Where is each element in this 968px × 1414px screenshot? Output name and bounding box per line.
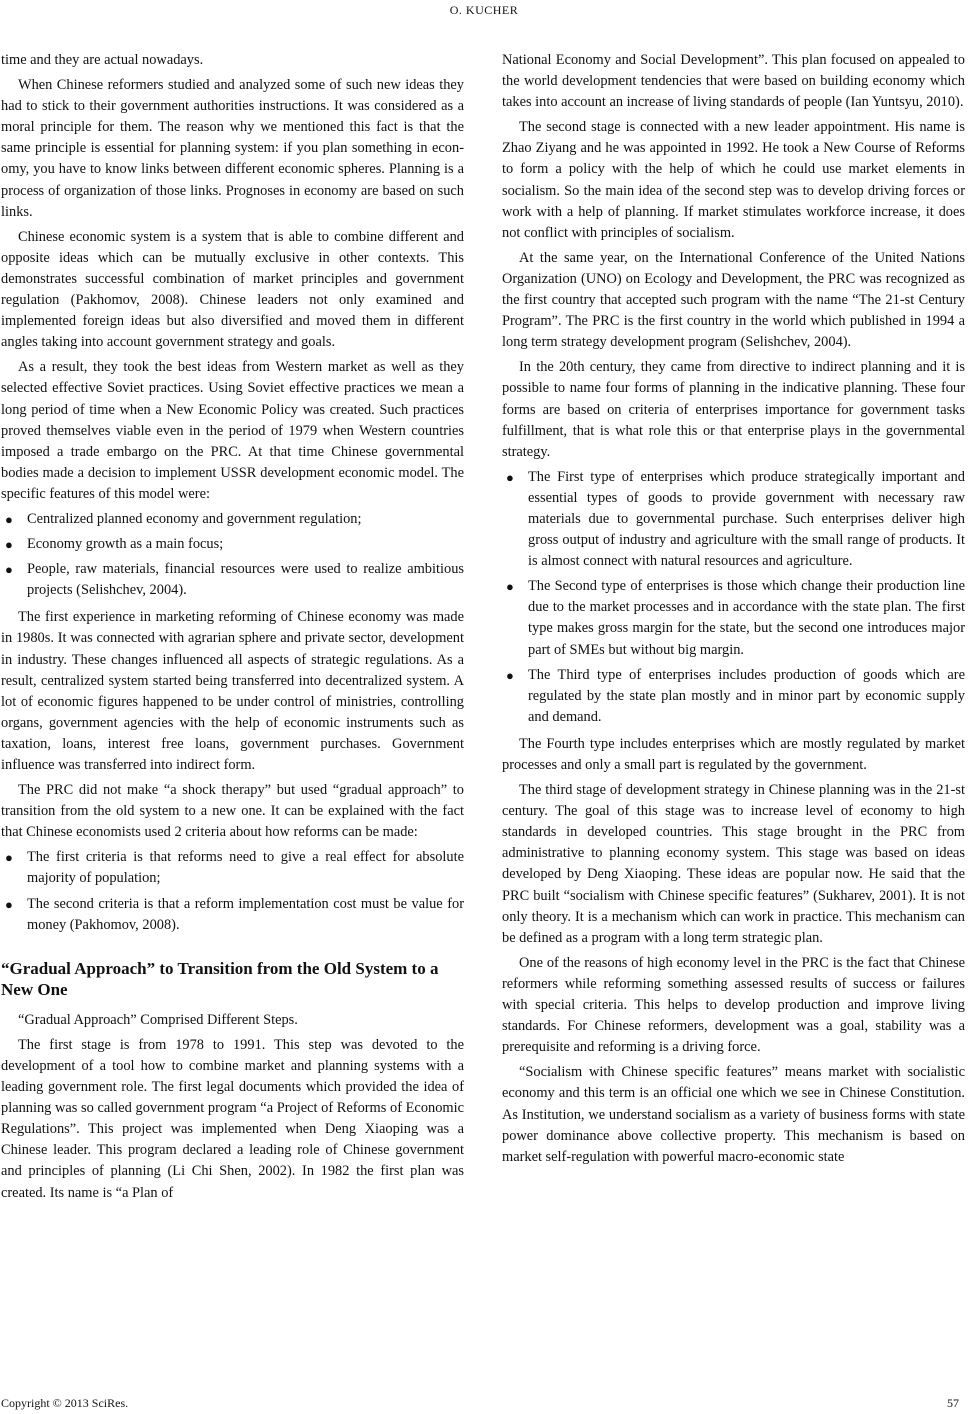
list-item-text: Economy growth as a main focus;: [27, 536, 224, 553]
bullet-list: [502, 467, 965, 728]
bullet-icon: ●: [5, 562, 13, 578]
list-item: [1, 534, 464, 555]
paragraph: The second stage is connected with a new leader appointment. His name is Zhao Ziyang and he was appointed in 1992. He took a New Course of Reforms to form a policy with the help of which he could use market elements in socialism. So the main idea of the second step was to develop driving forces or work with a help of planning. If market stimulates workforce increase, it does not conflict with principles of socialism.: [502, 119, 965, 241]
bullet-icon: ●: [506, 579, 514, 595]
bullet-icon: ●: [5, 896, 13, 912]
paragraph: “Gradual Approach” Comprised Different Steps.: [18, 1011, 298, 1028]
paragraph: The PRC did not make “a shock therapy” but used “gradual approach” to transition from the old system to a new one. It can be explained with the fact that Chinese economists used 2 criteria about how reforms can be made:: [1, 782, 464, 841]
bullet-list: [1, 509, 464, 601]
bullet-list: [1, 847, 464, 935]
list-item-text: The second criteria is that a reform implementation cost must be value for money (Pakhomov, 2008).: [27, 895, 464, 933]
list-item-text: The Second type of enterprises is those which change their production line due to the market processes and in accordance with the state plan. The first type makes gross margin for the state, but the second one introduces major part of SMEs but without big margin.: [528, 578, 965, 658]
paragraph: time and they are actual nowadays.: [1, 52, 204, 68]
list-item: [1, 847, 464, 889]
paragraph: National Economy and Social Development”. This plan focused on appealed to the world development tendencies that were based on building economy which takes into account an increase of living standards of people (Ian Yuntsyu, 2010).: [502, 52, 965, 111]
list-item: [1, 559, 464, 601]
list-item-text: People, raw materials, financial resources were used to realize ambitious projects (Selishchev, 2004).: [27, 561, 464, 599]
paragraph: The Fourth type includes enterprises which are mostly regulated by market processes and only a small part is regulated by the government.: [502, 735, 965, 773]
copyright-notice: Copyright © 2013 SciRes.: [1, 1396, 129, 1410]
left-column: [1, 50, 464, 1208]
paragraph: One of the reasons of high economy level in the PRC is the fact that Chinese reformers while reforming something assessed results of success or failures with special criteria. This helps to develop production and improve living standards. For Chinese reformers, development was a goal, stability was a prerequisite and reforming is a driving force.: [502, 954, 965, 1056]
paragraph: In the 20th century, they came from directive to indirect planning and it is possible to name four forms of planning in the indicative planning. These four forms are based on criteria of enterprises importance for government tasks fulfillment, that is what role this or that enterprise plays in the governmental strategy.: [502, 359, 965, 460]
bullet-icon: ●: [5, 850, 13, 866]
paragraph: “Socialism with Chinese specific features” means market with socialistic economy and this term is an official one which we see in Chinese Constitution. As Institution, we understand socialism as a variety of business forms with state power dominance above collective property. This mechanism is based on market self-regulation with powerful macro-economic state: [502, 1064, 965, 1165]
bullet-icon: ●: [5, 511, 13, 527]
list-item-text: The First type of enterprises which produce strategically important and essential types of goods to provide government with necessary raw materials due to governmental purchase. Such enterprises deliver high gross output of industry and agriculture with the small range of products. It is almost connect with natural resources and agriculture.: [528, 468, 965, 570]
paragraph: When Chinese reformers studied and analyzed some of such new ideas they had to stick to their government authorities instructions. It was considered as a moral principle for them. The reason why we mentioned this fact is that the same principle is essential for planning system: if you plan something in economy, you have to know links between different economic spheres. Planning is a process of organization of those links. Prognoses in economy are based on such links.: [1, 77, 464, 220]
paragraph: Chinese economic system is a system that is able to combine different and opposite ideas which can be mutually exclusive in other contexts. This demonstrates successful combination of market principles and government regulation (Pakhomov, 2008). Chinese leaders not only examined and implemented foreign ideas but also diversified and moved them in different angles taking into account government strategy and goals.: [1, 228, 464, 351]
paragraph: The first stage is from 1978 to 1991. This step was devoted to the development of a tool how to combine market and planning systems with a leading government role. The first legal documents which provided the idea of planning was so called government program “a Project of Reforms of Economic Regulations”. This project was implemented when Deng Xiaoping was a Chinese leader. This program declared a leading role of Chinese government and principles of planning (Li Chi Shen, 2002). In 1982 the first plan was created. Its name is “a Plan of: [1, 1036, 464, 1201]
paragraph: The first experience in marketing reforming of Chinese economy was made in 1980s. It was connected with agrarian sphere and private sector, development in industry. These changes influenced all aspects of strategic regulations. As a result, centralized system started being transferred into decentralized system. A lot of economic figures happened to be under control of ministries, controlling organs, government agencies with the help of economic instruments such as taxation, loans, interest free loans, government purchases. Government influence was transferred into indirect form.: [1, 609, 464, 773]
page-number: 57: [947, 1396, 959, 1410]
running-head: O. KUCHER: [449, 3, 519, 17]
list-item-text: The first criteria is that reforms need to give a real effect for absolute majority of population;: [27, 849, 464, 887]
bullet-icon: ●: [5, 537, 13, 553]
list-item: [1, 509, 464, 530]
list-item: [502, 576, 965, 660]
list-item-text: The Third type of enterprises includes production of goods which are regulated by the state plan mostly and in minor part by economic supply and demand.: [528, 666, 965, 725]
paragraph: As a result, they took the best ideas from Western market as well as they selected effective Soviet practices. Using Soviet effective practices we mean a long period of time when a New Economic Policy was created. Such practices proved themselves viable even in the period of 1979 when Western countries imposed a trade embargo on the PRC. At that time Chinese governmental bodies made a decision to implement USSR development economic model. The specific features of this model were:: [1, 359, 464, 502]
paragraph: The third stage of development strategy in Chinese planning was in the 21-st century. The goal of this stage was to increase level of economy to high standards in developed countries. This stage brought in the PRC from administrative to planning economy system. This stage was based on ideas developed by Deng Xiaoping. These ideas are popular now. He said that the PRC built “socialism with Chinese specific features” (Sukharev, 2001). It is not only theory. It is a mechanism which can work in practice. This mechanism can be defined as a program with a long term strategic plan.: [502, 782, 965, 946]
list-item: [502, 467, 965, 572]
bullet-icon: ●: [506, 667, 514, 683]
section-heading: “Gradual Approach” to Transition from the Old System to a New One: [1, 958, 439, 999]
list-item: [502, 665, 965, 728]
list-item-text: Centralized planned economy and government regulation;: [27, 510, 362, 527]
bullet-icon: ●: [506, 469, 514, 485]
list-item: [1, 894, 464, 936]
right-column: [502, 50, 965, 1172]
paragraph: At the same year, on the International Conference of the United Nations Organization (UNO) on Ecology and Development, the PRC was recognized as the first country that accepted such program with the name “The 21-st Century Program”. The PRC is the first country in the world which published in 1994 a long term strategy development program (Selishchev, 2004).: [502, 249, 965, 351]
